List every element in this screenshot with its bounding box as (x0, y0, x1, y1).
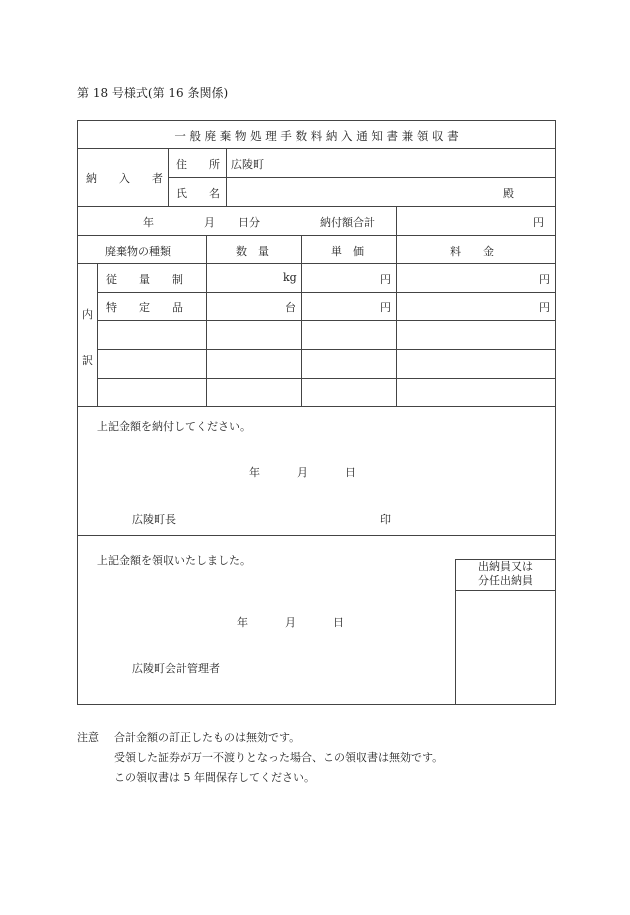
payment-day: 日 (345, 466, 356, 479)
divider (77, 535, 556, 536)
item-unit: kg (283, 271, 297, 284)
divider (77, 206, 556, 207)
payer-label: 納 入 者 (86, 172, 163, 185)
col-type: 廃棄物の種類 (105, 245, 171, 258)
seal-mark: 印 (380, 513, 391, 526)
item-name: 従 量 制 (106, 273, 183, 286)
divider (97, 320, 556, 321)
divider (77, 263, 556, 264)
divider (97, 378, 556, 379)
col-unit-price: 単 価 (331, 245, 364, 258)
receipt-month: 月 (285, 616, 296, 629)
item-fee-unit: 円 (539, 273, 550, 286)
payment-issuer: 広陵町長 (132, 513, 176, 526)
address-label: 住 所 (176, 158, 220, 171)
officer-label-line: 分任出納員 (478, 574, 533, 587)
form-number: 第 18 号様式(第 16 条関係) (77, 86, 229, 100)
breakdown-label-2: 訳 (82, 354, 93, 367)
divider (226, 148, 227, 206)
payment-request-text: 上記金額を納付してください。 (97, 420, 251, 433)
item-price-unit: 円 (380, 273, 391, 286)
divider (97, 292, 556, 293)
payment-year: 年 (249, 466, 260, 479)
payment-month: 月 (297, 466, 308, 479)
item-unit: 台 (285, 301, 296, 314)
divider (206, 235, 207, 406)
officer-label-line: 出納員又は (478, 560, 533, 573)
item-name: 特 定 品 (106, 301, 183, 314)
divider (455, 590, 556, 591)
notes-label: 注意 (77, 731, 99, 744)
total-label: 納付額合計 (320, 216, 375, 229)
col-quantity: 数 量 (236, 245, 269, 258)
divider (77, 406, 556, 407)
divider (396, 235, 397, 406)
divider (168, 148, 169, 206)
divider (301, 235, 302, 406)
divider (97, 263, 98, 406)
form-title: 一 般 廃 棄 物 処 理 手 数 料 納 入 通 知 書 兼 領 収 書 (174, 129, 459, 143)
col-fee: 料 金 (450, 245, 494, 258)
note-line: 合計金額の訂正したものは無効です。 (114, 731, 301, 744)
address-value: 広陵町 (231, 158, 264, 171)
divider (97, 349, 556, 350)
note-line: この領収書は 5 年間保存してください。 (114, 771, 315, 784)
divider (77, 235, 556, 236)
receipt-text: 上記金額を領収いたしました。 (97, 554, 251, 567)
item-fee-unit: 円 (539, 301, 550, 314)
officer-label (455, 560, 556, 588)
breakdown-label-1: 内 (82, 308, 93, 321)
form-table (77, 120, 556, 705)
receipt-year: 年 (237, 616, 248, 629)
name-label: 氏 名 (176, 187, 220, 200)
note-line: 受領した証券が万一不渡りとなった場合、この領収書は無効です。 (114, 751, 444, 764)
divider (77, 148, 556, 149)
item-price-unit: 円 (380, 301, 391, 314)
total-yen: 円 (533, 216, 544, 229)
receipt-day: 日 (333, 616, 344, 629)
receipt-issuer: 広陵町会計管理者 (132, 662, 220, 675)
divider (396, 206, 397, 235)
period-day: 日分 (238, 216, 260, 229)
name-suffix: 殿 (503, 187, 514, 200)
period-month: 月 (204, 216, 215, 229)
period-year: 年 (143, 216, 154, 229)
